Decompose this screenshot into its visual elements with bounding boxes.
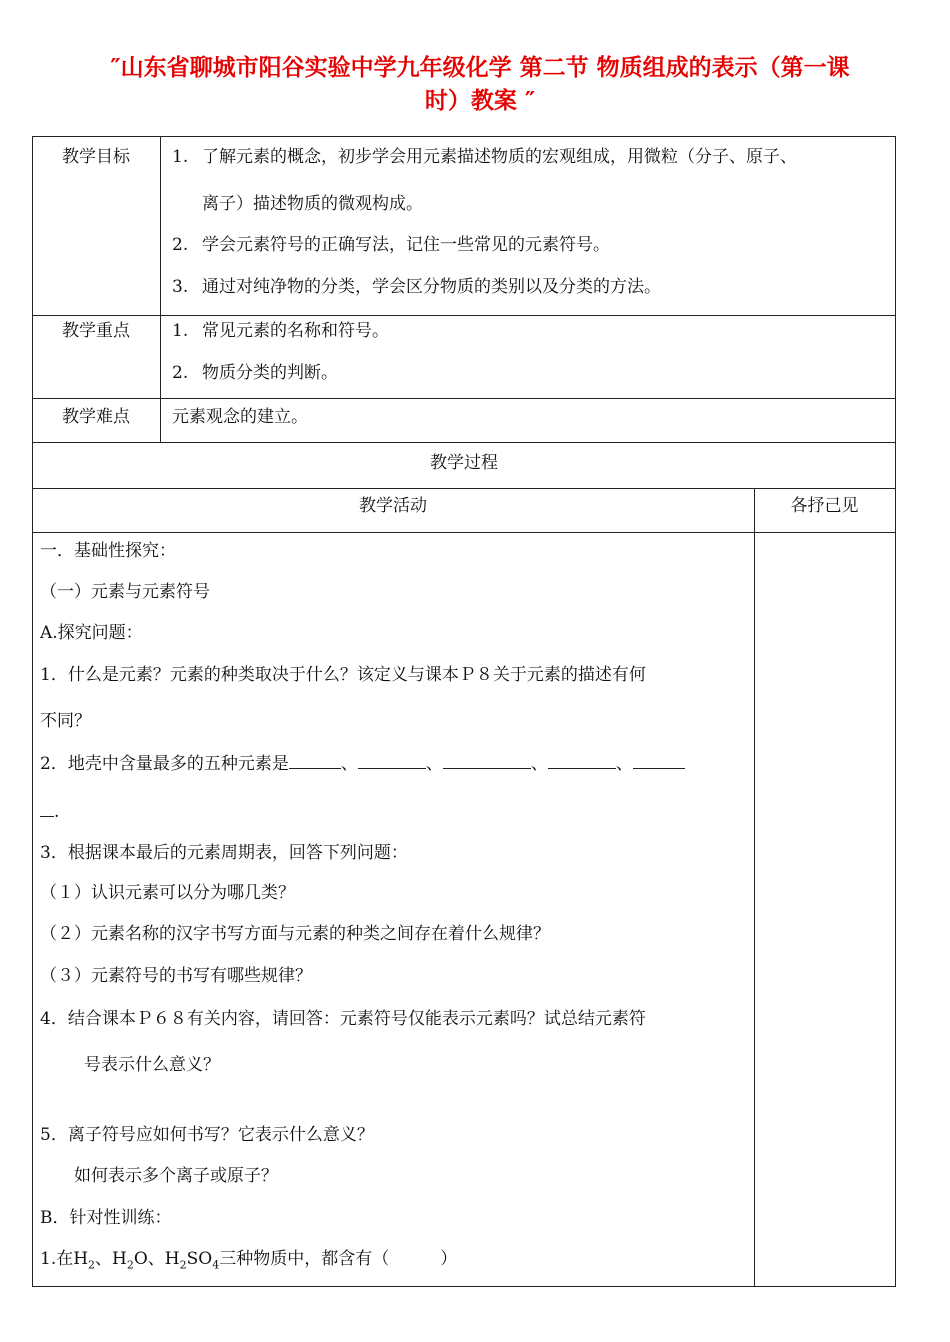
objectives-label: 教学目标 (62, 147, 130, 167)
question-2-text: 2．地壳中含量最多的五种元素是 (40, 754, 289, 774)
question-5: 5．离子符号应如何书写？它表示什么意义？ (40, 1125, 374, 1145)
objective-3-number: 3. (172, 277, 189, 297)
exercise-1-question: 三种物质中，都含有（ ） (219, 1249, 458, 1269)
subsection-heading: （一）元素与元素符号 (40, 582, 210, 602)
title-line-1: ″山东省聊城市阳谷实验中学九年级化学 第二节 物质组成的表示（第一课 (110, 55, 850, 81)
question-1: 1．什么是元素？元素的种类取决于什么？该定义与课本Ｐ８关于元素的描述有何 (40, 665, 646, 685)
question-4-intro: 4．结合课本Ｐ６８有关内容，请回答： (40, 1009, 340, 1029)
part-a-heading: A.探究问题： (40, 623, 143, 643)
answer-blank-5-continued[interactable] (40, 800, 54, 817)
answer-blank-4[interactable] (548, 752, 616, 769)
key-point-1-text: 常见元素的名称和符号。 (202, 321, 389, 341)
exercise-1-text: O、H (133, 1249, 180, 1269)
question-3-1: （１）认识元素可以分为哪几类？ (40, 883, 295, 903)
question-3: 3．根据课本最后的元素周期表，回答下列问题： (40, 843, 408, 863)
subscript: 2 (88, 1258, 96, 1272)
objective-3-text: 通过对纯净物的分类，学会区分物质的类别以及分类的方法。 (202, 277, 661, 297)
question-4-part-2: 试总结元素符 (543, 1009, 646, 1029)
subscript: 2 (126, 1258, 134, 1272)
key-point-1-number: 1. (172, 321, 189, 341)
separator: 、 (530, 754, 548, 774)
question-5-continued: 如何表示多个离子或原子？ (74, 1166, 278, 1186)
separator: 、 (425, 754, 443, 774)
objective-1-continued: 离子）描述物质的微观构成。 (202, 194, 423, 214)
title-line-2: 时）教案 ″ (424, 88, 536, 114)
exercise-1-prefix: 1.在H (40, 1249, 89, 1269)
key-point-2-number: 2. (172, 363, 189, 383)
part-b-title: ．针对性训练： (52, 1208, 172, 1228)
objective-2-text: 学会元素符号的正确写法，记住一些常见的元素符号。 (202, 235, 610, 255)
objective-1-number: 1. (172, 147, 189, 167)
exercise-1 (40, 1248, 457, 1276)
key-points-label: 教学重点 (62, 321, 130, 341)
document-title (40, 52, 920, 118)
separator: 、 (340, 754, 358, 774)
answer-blank-3[interactable] (443, 752, 531, 769)
question-2-period: . (54, 802, 60, 822)
question-2-end (40, 800, 59, 823)
answer-blank-1[interactable] (289, 752, 341, 769)
answer-blank-2[interactable] (358, 752, 426, 769)
exercise-1-text: SO (186, 1249, 213, 1269)
section-heading: 一．基础性探究： (40, 541, 176, 561)
question-4 (40, 1008, 646, 1030)
part-b-heading (40, 1207, 172, 1229)
activity-column-header: 教学活动 (359, 496, 427, 516)
notes-column-header: 各抒己见 (790, 496, 859, 516)
question-4-part-1: 元素符号仅能表示元素吗？ (339, 1009, 544, 1029)
process-header: 教学过程 (430, 453, 498, 473)
question-3-3: （３）元素符号的书写有哪些规律？ (40, 966, 312, 986)
subscript: 4 (212, 1258, 220, 1272)
separator: 、 (615, 754, 633, 774)
question-4-continued: 号表示什么意义？ (84, 1055, 220, 1075)
objective-2-number: 2. (172, 235, 189, 255)
exercise-1-text: 、H (95, 1249, 127, 1269)
question-1-continued: 不同？ (40, 711, 91, 731)
subscript: 2 (179, 1258, 187, 1272)
difficulty-text: 元素观念的建立。 (172, 407, 308, 427)
question-3-2: （２）元素名称的汉字书写方面与元素的种类之间存在着什么规律？ (40, 924, 550, 944)
objective-1-text: 了解元素的概念，初步学会用元素描述物质的宏观组成，用微粒（分子、原子、 (202, 147, 797, 167)
part-b-letter: B (40, 1208, 53, 1228)
answer-blank-5[interactable] (633, 752, 685, 769)
question-2 (40, 752, 685, 775)
key-point-2-text: 物质分类的判断。 (202, 363, 338, 383)
difficulty-label: 教学难点 (62, 407, 130, 427)
